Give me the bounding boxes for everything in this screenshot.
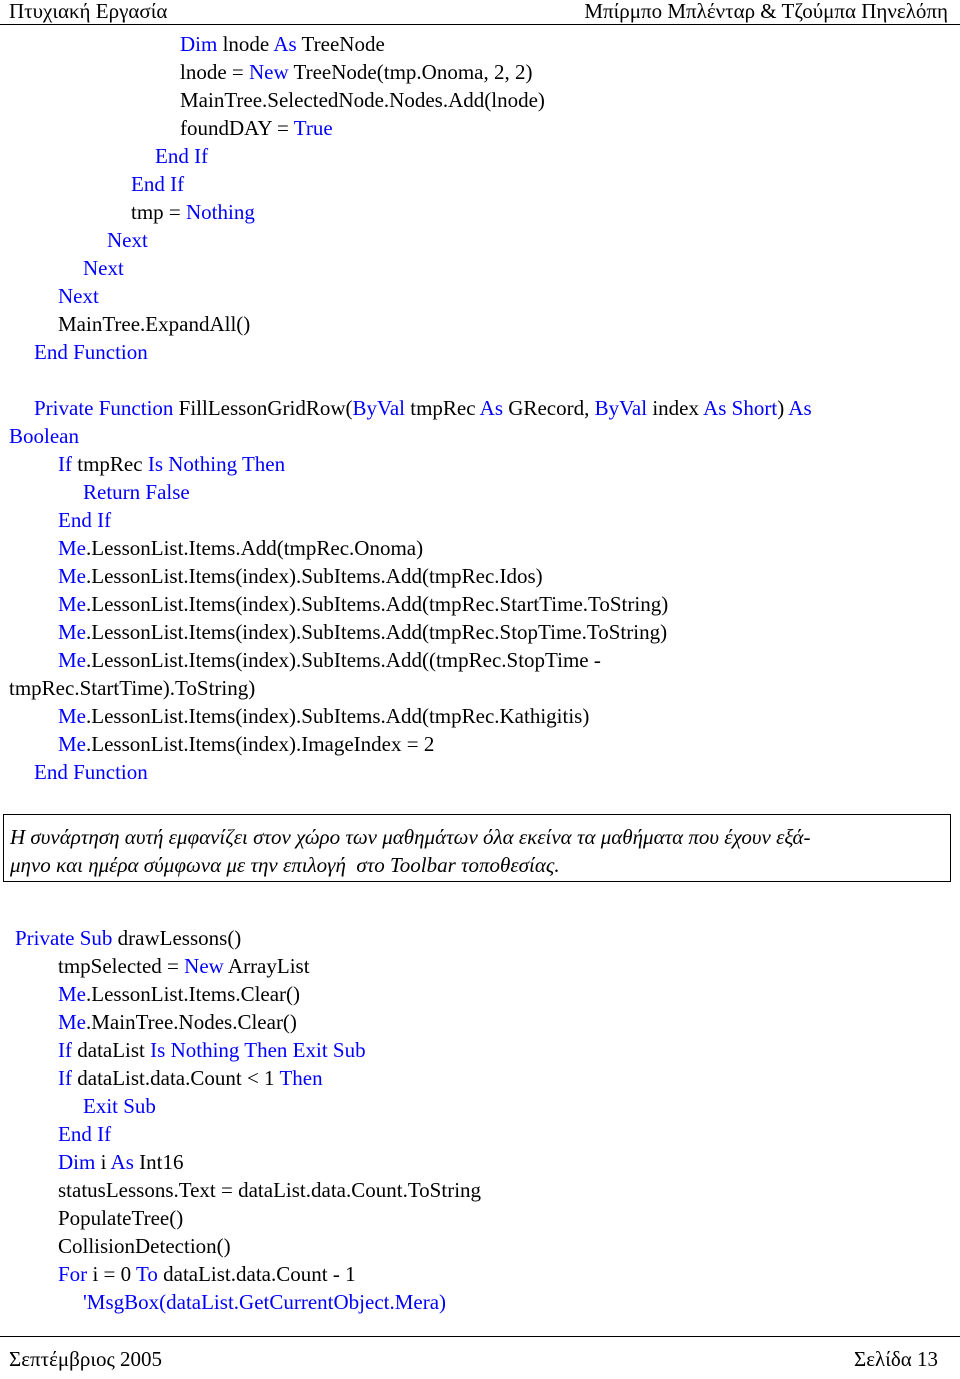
code-line: [0, 1260, 960, 1288]
page-footer: [0, 1336, 960, 1377]
code-line: [0, 1008, 960, 1036]
code-line: [0, 1092, 960, 1120]
code-line: [0, 506, 960, 534]
code-line: [0, 366, 960, 394]
code-text: Int16: [133, 1150, 184, 1174]
code-text: foundDAY =: [180, 116, 294, 140]
page-header: [0, 0, 960, 25]
code-keyword: Dim: [58, 1150, 96, 1174]
code-keyword: Me: [58, 536, 86, 560]
code-line: [0, 1148, 960, 1176]
code-keyword: Me: [58, 620, 86, 644]
code-keyword: End If: [58, 1122, 112, 1146]
code-keyword: Short: [731, 396, 778, 420]
footer-date: Σεπτέμβριος 2005: [9, 1347, 163, 1371]
code-line: [0, 924, 960, 952]
code-text: index: [647, 396, 704, 420]
code-line: [0, 198, 960, 226]
code-text: tmpSelected =: [58, 954, 185, 978]
code-text: tmpRec: [405, 396, 480, 420]
footer-page-number: Σελίδα 13: [853, 1347, 938, 1371]
code-line: [0, 1232, 960, 1260]
code-line: [0, 478, 960, 506]
code-keyword: If: [58, 1066, 72, 1090]
code-text: dataList: [72, 1038, 151, 1062]
code-keyword: If: [58, 452, 72, 476]
code-text: lnode: [217, 32, 274, 56]
code-text: i: [95, 1150, 111, 1174]
code-keyword: As: [110, 1150, 134, 1174]
code-keyword: Me: [58, 704, 86, 728]
code-keyword: If: [58, 1038, 72, 1062]
code-keyword: True: [293, 116, 333, 140]
description-line-2: μηνο και ημέρα σύμφωνα με την επιλογή στο Toolbar τοποθεσίας.: [10, 853, 560, 877]
code-text: .LessonList.Items(index).SubItems.Add(tmpRec.StartTime.ToString): [86, 592, 669, 616]
code-keyword: End Function: [34, 760, 148, 784]
code-line: [0, 1064, 960, 1092]
code-keyword: Exit Sub: [83, 1094, 156, 1118]
code-line: [0, 114, 960, 142]
code-keyword: Then: [279, 1066, 323, 1090]
code-keyword: End If: [131, 172, 185, 196]
code-keyword: Private Sub: [15, 926, 113, 950]
code-line: [0, 590, 960, 618]
code-line: [0, 674, 960, 702]
code-line: [0, 534, 960, 562]
code-keyword: Nothing: [186, 200, 255, 224]
code-keyword: As: [788, 396, 812, 420]
code-keyword: Me: [58, 564, 86, 588]
code-keyword: To: [136, 1262, 158, 1286]
code-keyword: Me: [58, 732, 86, 756]
code-line: [0, 1204, 960, 1232]
code-line: [0, 254, 960, 282]
code-text: CollisionDetection(): [58, 1234, 231, 1258]
code-keyword: Me: [58, 1010, 86, 1034]
code-text: dataList.data.Count < 1: [72, 1066, 280, 1090]
code-block-bottom: [0, 924, 960, 1316]
code-keyword: Me: [58, 648, 86, 672]
code-text: ): [777, 396, 789, 420]
code-text: tmpRec: [72, 452, 148, 476]
code-text: .LessonList.Items(index).SubItems.Add(tmpRec.Idos): [86, 564, 543, 588]
code-line: [0, 1288, 960, 1316]
code-text: dataList.data.Count - 1: [157, 1262, 356, 1286]
code-line: [0, 30, 960, 58]
code-text: TreeNode: [296, 32, 385, 56]
code-keyword: Is Nothing Then: [147, 452, 286, 476]
code-keyword: As: [273, 32, 297, 56]
code-text: .LessonList.Items(index).ImageIndex = 2: [86, 732, 435, 756]
code-keyword: New: [184, 954, 224, 978]
code-text: drawLessons(): [112, 926, 242, 950]
code-keyword: Dim: [180, 32, 218, 56]
code-line: [0, 170, 960, 198]
code-line: [0, 758, 960, 786]
code-keyword: New: [249, 60, 289, 84]
code-keyword: ByVal: [594, 396, 648, 420]
code-line: [0, 338, 960, 366]
code-line: [0, 310, 960, 338]
code-text: .MainTree.Nodes.Clear(): [86, 1010, 297, 1034]
code-text: FillLessonGridRow(: [173, 396, 353, 420]
code-keyword: For: [58, 1262, 88, 1286]
code-keyword: End Function: [34, 340, 148, 364]
code-line: [0, 980, 960, 1008]
description-box: [3, 814, 951, 882]
code-keyword: Private Function: [34, 396, 174, 420]
code-text: .LessonList.Items.Clear(): [86, 982, 301, 1006]
code-text: tmpRec.StartTime).ToString): [9, 676, 256, 700]
code-line: [0, 282, 960, 310]
code-keyword: Next: [58, 284, 99, 308]
code-line: [0, 422, 960, 450]
code-text: .LessonList.Items(index).SubItems.Add(tmpRec.StopTime.ToString): [86, 620, 668, 644]
code-line: [0, 646, 960, 674]
code-keyword: Me: [58, 592, 86, 616]
code-text: tmp =: [131, 200, 187, 224]
code-keyword: As: [703, 396, 727, 420]
code-text: PopulateTree(): [58, 1206, 184, 1230]
code-line: [0, 730, 960, 758]
code-text: statusLessons.Text = dataList.data.Count.ToString: [58, 1178, 482, 1202]
code-line: [0, 86, 960, 114]
code-text: TreeNode(tmp.Onoma, 2, 2): [288, 60, 533, 84]
code-keyword: Boolean: [9, 424, 79, 448]
header-authors: Μπίρμπο Μπλένταρ & Τζούμπα Πηνελόπη: [584, 0, 948, 23]
code-text: ArrayList: [223, 954, 310, 978]
code-keyword: Is Nothing Then Exit Sub: [150, 1038, 366, 1062]
code-line: [0, 618, 960, 646]
code-line: [0, 562, 960, 590]
code-keyword: End If: [155, 144, 209, 168]
code-line: [0, 1120, 960, 1148]
code-text: .LessonList.Items(index).SubItems.Add(tmpRec.Kathigitis): [86, 704, 590, 728]
code-keyword: End If: [58, 508, 112, 532]
code-keyword: As: [479, 396, 504, 420]
code-text: MainTree.ExpandAll(): [58, 312, 251, 336]
code-line: [0, 450, 960, 478]
code-line: [0, 1036, 960, 1064]
code-line: [0, 226, 960, 254]
code-text: lnode =: [180, 60, 249, 84]
code-line: [0, 952, 960, 980]
code-line: [0, 142, 960, 170]
header-title: Πτυχιακή Εργασία: [9, 0, 168, 23]
code-text: MainTree.SelectedNode.Nodes.Add(lnode): [180, 88, 545, 112]
code-keyword: Me: [58, 982, 86, 1006]
description-line-1: Η συνάρτηση αυτή εμφανίζει στον χώρο των μαθημάτων όλα εκείνα τα μαθήματα που έχουν εξά-: [10, 825, 811, 849]
code-line: [0, 58, 960, 86]
code-keyword: 'MsgBox(dataList.GetCurrentObject.Mera): [83, 1290, 447, 1314]
code-keyword: Return False: [83, 480, 190, 504]
code-text: .LessonList.Items.Add(tmpRec.Onoma): [86, 536, 424, 560]
code-text: i = 0: [87, 1262, 136, 1286]
code-text: .LessonList.Items(index).SubItems.Add((tmpRec.StopTime -: [86, 648, 601, 672]
code-line: [0, 394, 960, 422]
code-block-top: [0, 30, 960, 786]
code-line: [0, 702, 960, 730]
code-keyword: Next: [107, 228, 148, 252]
code-line: [0, 1176, 960, 1204]
code-keyword: Next: [83, 256, 124, 280]
code-keyword: ByVal: [352, 396, 405, 420]
code-text: GRecord,: [503, 396, 595, 420]
